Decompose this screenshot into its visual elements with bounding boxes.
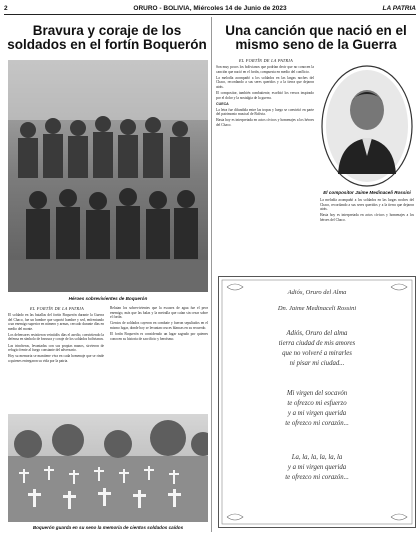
verse-line: ni pisar mi ciudad... bbox=[289, 360, 345, 367]
paragraph: Son muy pocos los bolivianos que podrían decir que no conocen la canción que nació en el fortín, compuesta en medio del conflicto. bbox=[216, 65, 314, 74]
verse-line: te ofrezco mi esfuerzo bbox=[287, 400, 347, 407]
poem-title-line1: Adiós, Oruro del Alma bbox=[287, 289, 347, 296]
poem-stanza-3 bbox=[229, 453, 405, 483]
paragraph: La letra fue difundida entre las tropas y luego se convirtió en parte del patrimonio musical de Bolivia. bbox=[216, 107, 314, 117]
verse-line: Mi virgen del socavón bbox=[286, 390, 348, 397]
column-divider bbox=[211, 17, 212, 532]
right-body-col2 bbox=[320, 198, 414, 268]
paragraph: La melodía acompañó a los soldados en las largas noches del Chaco, recordando a sus seres queridos y a la tierra que dejaron atrás. bbox=[216, 75, 314, 89]
page-number: 2 bbox=[4, 5, 8, 12]
poem-title bbox=[229, 289, 405, 296]
verse-line: que no volveré a mirarles bbox=[282, 350, 352, 357]
poem-stanza-1 bbox=[229, 329, 405, 369]
subhead: CUECA bbox=[216, 101, 229, 106]
paragraph: Los defensores resistieron veintidós días el asedio, convirtiendo la defensa en símbolo de bravura y coraje de los soldados bolivianos. bbox=[8, 332, 104, 342]
paragraph: Hasta hoy es interpretada en actos cívicos y homenajes a los héroes del Chaco. bbox=[320, 213, 414, 222]
soldiers-group-photo bbox=[8, 60, 208, 292]
poem-stanza-2 bbox=[229, 389, 405, 429]
paragraph: Hoy su memoria se mantiene viva en cada homenaje que se rinde a quienes entregaron su vida por la patria. bbox=[8, 354, 104, 363]
poem-author: Dn. Jaime Medinaceli Rossini bbox=[277, 305, 357, 312]
verse-line: y a mi virgen querida bbox=[287, 410, 347, 417]
paragraph: Las trincheras, levantadas con sus propias manos, sirvieron de refugio frente al fuego constante del adversario. bbox=[8, 343, 104, 353]
top-photo-caption: Héroes sobrevivientes de Boquerón bbox=[68, 296, 148, 301]
publication-name: LA PATRIA bbox=[382, 5, 416, 12]
paragraph: La melodía acompañó a los soldados en las largas noches del Chaco, recordando a sus seres queridos y a la tierra que dejaron atrás. bbox=[320, 198, 414, 212]
left-kicker: EL FORTÍN DE LA PATRIA bbox=[30, 306, 84, 311]
bottom-photo-caption: Boquerón guarda en su seno la memoria de cientos soldados caídos bbox=[32, 525, 184, 530]
right-kicker: EL FORTÍN DE LA PATRIA bbox=[239, 58, 293, 63]
composer-portrait bbox=[320, 64, 414, 188]
left-headline: Bravura y coraje de los soldados en el fortín Boquerón bbox=[7, 23, 207, 53]
paragraph: Cientos de soldados cayeron en combate y fueron sepultados en el mismo lugar, donde hoy se levantan cruces blancas en su recuerdo. bbox=[110, 321, 208, 330]
verse-line: y a mi virgen querida bbox=[287, 464, 347, 471]
header-rule bbox=[4, 14, 416, 15]
right-body-col1 bbox=[216, 65, 314, 265]
verse-line: Adiós, Oruro del alma bbox=[286, 330, 348, 337]
crosses-field-photo bbox=[8, 414, 208, 522]
dateline: ORURO - BOLIVIA, Miércoles 14 de Junio de 2023 bbox=[133, 5, 287, 12]
paragraph: Relatan los sobrevivientes que la escasez de agua fue el peor enemigo, más que las balas y la metralla que caían sin cesar sobre el fortín. bbox=[110, 306, 208, 320]
left-body-col2 bbox=[110, 306, 208, 409]
paragraph: El soldado en las batallas del fortín Boquerón durante la Guerra del Chaco, fue un hombre que soportó hambre y sed, enfrentando a un enemigo superior en número y armas, cercado durante días en medio del monte. bbox=[8, 313, 104, 331]
verse-line: La, la, la, la, la, la bbox=[291, 454, 343, 461]
verse-line: te ofrezco mi corazón... bbox=[285, 474, 349, 481]
portrait-caption: El compositor Jaime Medinaceli Rossini bbox=[323, 190, 411, 195]
paragraph: El fortín Boquerón es considerado un lugar sagrado por quienes conocen su historia de sacrificio y heroísmo. bbox=[110, 331, 208, 341]
paragraph: Hasta hoy es interpretada en actos cívicos y homenajes a los héroes del Chaco. bbox=[216, 118, 314, 128]
right-headline: Una canción que nació en el mismo seno de la Guerra bbox=[225, 23, 407, 53]
paragraph: El compositor, también combatiente, escribió los versos inspirado por el dolor y la nostalgia de la guerra. bbox=[216, 90, 314, 100]
verse-line: te ofrezco mi corazón... bbox=[285, 420, 349, 427]
left-body-col1 bbox=[8, 313, 104, 409]
poem-box bbox=[218, 276, 416, 528]
verse-line: tierra ciudad de mis amores bbox=[278, 340, 356, 347]
